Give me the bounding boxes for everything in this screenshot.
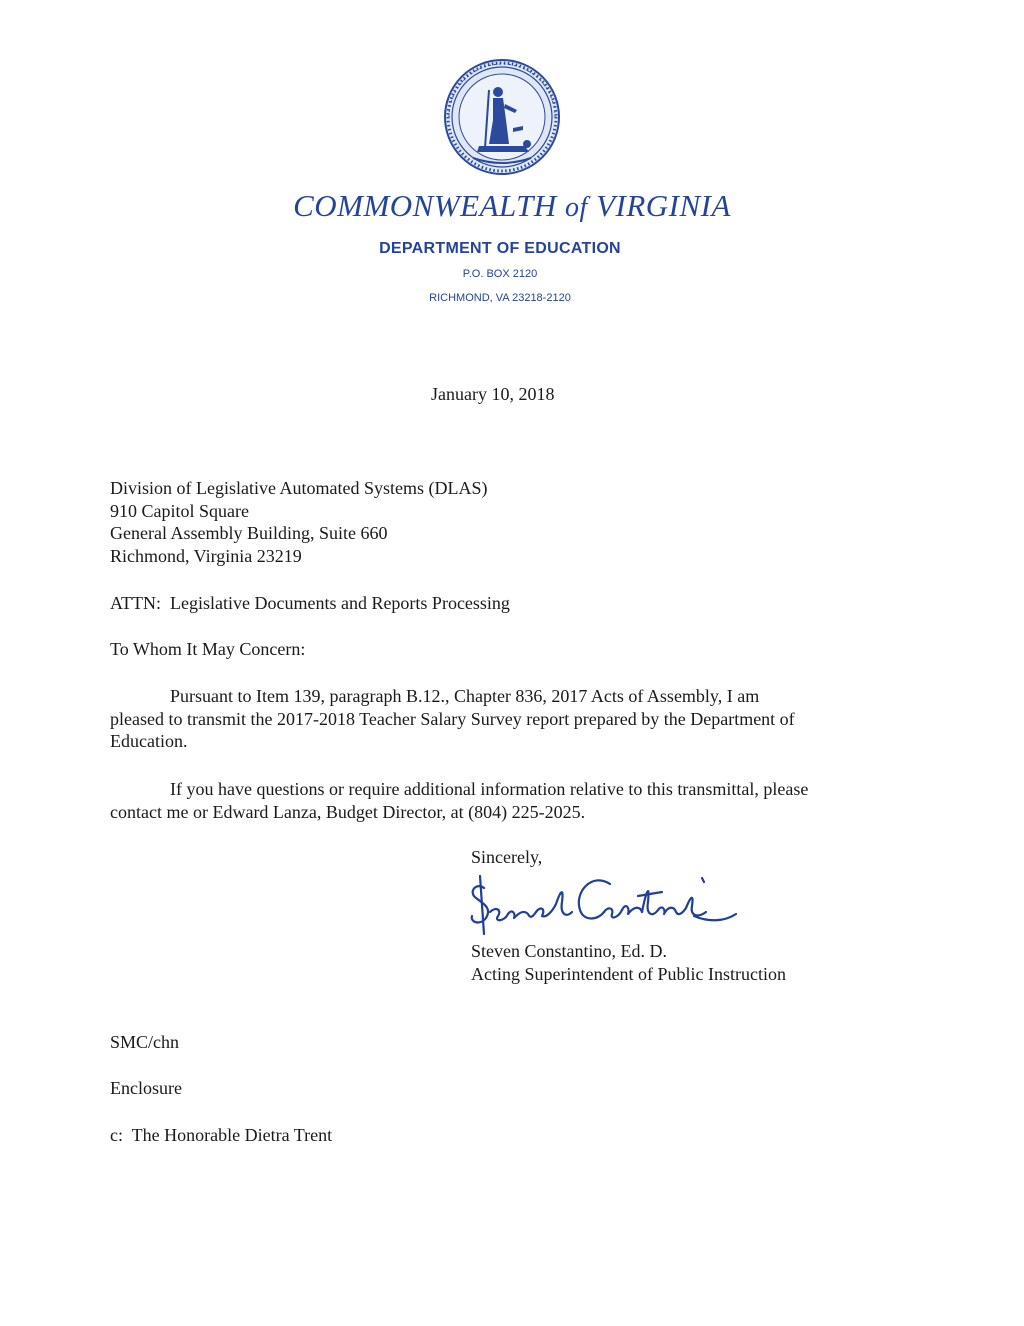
letterhead-title [0,188,1024,224]
signer-name: Steven Constantino, Ed. D. [471,941,667,961]
closing: Sincerely, [471,847,543,867]
po-box: P.O. BOX 2120 [462,268,538,280]
letter-date: January 10, 2018 [431,384,555,404]
department-name: DEPARTMENT OF EDUCATION [379,240,621,257]
typist-initials: SMC/chn [110,1032,180,1052]
state-seal [443,58,561,176]
recipient-line: Richmond, Virginia 23219 [110,545,302,566]
paragraph-line: Pursuant to Item 139, paragraph B.12., Chapter 836, 2017 Acts of Assembly, I am [170,686,760,706]
signer-title: Acting Superintendent of Public Instruction [471,964,786,984]
cc-line: c: The Honorable Dietra Trent [110,1125,333,1145]
salutation: To Whom It May Concern: [110,639,306,659]
paragraph-line: contact me or Edward Lanza, Budget Director, at (804) 225-2025. [110,801,586,822]
recipient-line: 910 Capitol Square [110,500,249,521]
body-paragraph-2 [110,778,808,823]
letterhead-title-main: COMMONWEALTH [293,188,557,223]
city-line: RICHMOND, VA 23218-2120 [429,292,571,304]
body-paragraph-1 [110,685,795,753]
letterhead-title-state: VIRGINIA [596,188,731,223]
recipient-address [110,477,487,567]
attn-line: ATTN: Legislative Documents and Reports Processing [110,593,510,613]
paragraph-line: If you have questions or require additional information relative to this transmittal, please [170,779,809,799]
recipient-line: General Assembly Building, Suite 660 [110,523,388,543]
signature-image [462,862,742,944]
letterhead-title-of: of [565,192,588,223]
enclosure-note: Enclosure [110,1078,182,1098]
signer-block [471,940,786,986]
paragraph-line: Education. [110,731,188,751]
paragraph-line: pleased to transmit the 2017-2018 Teacher Salary Survey report prepared by the Department of [110,708,795,729]
recipient-line: Division of Legislative Automated Systems (DLAS) [110,478,488,498]
